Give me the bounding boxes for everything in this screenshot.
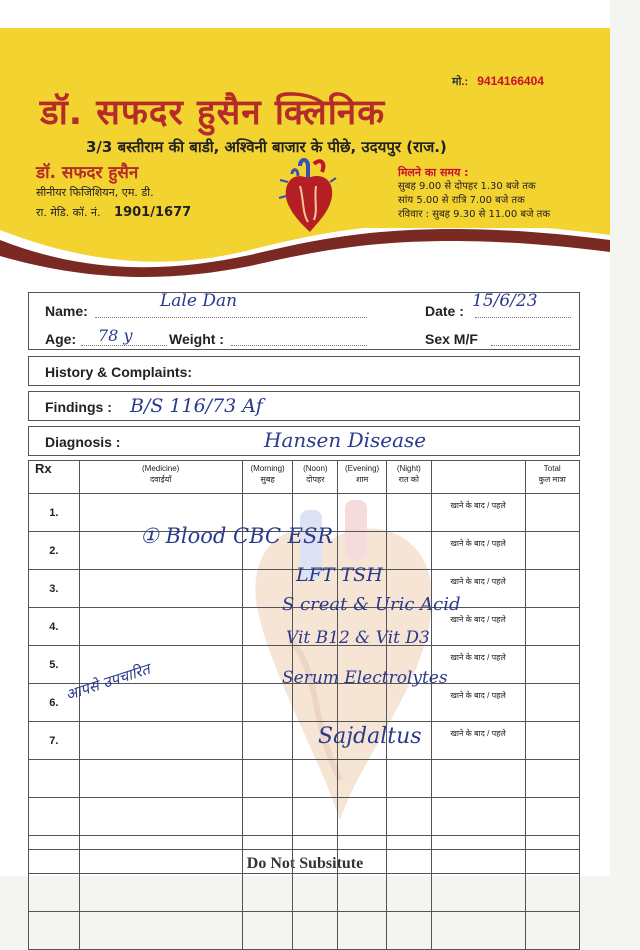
top-margin	[0, 0, 610, 28]
col-morning-hi: सुबह	[260, 475, 275, 484]
registration-number: 1901/1677	[114, 205, 192, 220]
col-meal	[431, 461, 525, 494]
col-night-hi: रात को	[398, 475, 419, 484]
weight-label: Weight :	[169, 331, 224, 347]
date-line	[475, 317, 571, 318]
row-total	[525, 684, 580, 722]
row-cell	[338, 836, 387, 874]
registration-label: रा. मेडि. कॉ. नं.	[36, 206, 101, 219]
col-evening	[338, 461, 387, 494]
row-meal-timing	[431, 836, 525, 874]
row-meal-timing: खाने के बाद / पहले	[431, 532, 525, 570]
row-total	[525, 912, 580, 950]
row-cell	[293, 684, 338, 722]
row-meal-timing: खाने के बाद / पहले	[431, 570, 525, 608]
row-meal-timing	[431, 760, 525, 798]
row-total	[525, 836, 580, 874]
findings-label: Findings :	[45, 399, 112, 415]
row-cell	[338, 684, 387, 722]
row-total	[525, 494, 580, 532]
row-cell	[293, 874, 338, 912]
row-cell	[338, 874, 387, 912]
row-cell	[79, 912, 242, 950]
row-meal-timing: खाने के बाद / पहले	[431, 646, 525, 684]
row-cell	[79, 836, 242, 874]
row-total	[525, 722, 580, 760]
row-cell	[386, 798, 431, 836]
heart-icon	[278, 156, 338, 234]
col-total-en: Total	[543, 464, 561, 473]
mobile-label: मो.:	[452, 76, 469, 88]
col-total-hi: कुल मात्रा	[538, 475, 566, 484]
row-meal-timing	[431, 798, 525, 836]
row-total	[525, 646, 580, 684]
table-row	[29, 722, 580, 760]
row-total	[525, 608, 580, 646]
timing-evening: सांय 5.00 से रात्रि 7.00 बजे तक	[398, 195, 525, 206]
row-number: 6.	[29, 684, 80, 722]
row-cell	[386, 494, 431, 532]
row-cell	[79, 722, 242, 760]
doctor-name: डॉ. सफदर हुसैन	[36, 163, 139, 183]
row-meal-timing: खाने के बाद / पहले	[431, 722, 525, 760]
doctor-designation: सीनीयर फिजिशियन, एम. डी.	[36, 186, 154, 199]
handwritten-date: 15/6/23	[472, 291, 538, 311]
findings-box	[28, 391, 580, 421]
handwritten-rx-3: S creat & Uric Acid	[282, 594, 461, 615]
col-morning-en: (Morning)	[250, 464, 285, 473]
row-cell	[338, 494, 387, 532]
row-meal-timing: खाने के बाद / पहले	[431, 494, 525, 532]
handwritten-hindi-note: आपसे उपचारित	[63, 659, 153, 705]
footer-text: Do Not Subsitute	[246, 855, 364, 872]
row-cell	[386, 532, 431, 570]
handwritten-diagnosis: Hansen Disease	[264, 428, 427, 452]
row-number: 5.	[29, 646, 80, 684]
row-cell	[386, 684, 431, 722]
handwritten-rx-2: LFT TSH	[296, 564, 383, 586]
row-meal-timing: खाने के बाद / पहले	[431, 684, 525, 722]
row-cell	[293, 798, 338, 836]
row-number: 1.	[29, 494, 80, 532]
timing-title: मिलने का समय :	[398, 166, 469, 179]
doctor-registration	[36, 205, 191, 220]
row-number	[29, 836, 80, 874]
row-cell	[79, 798, 242, 836]
sex-line	[491, 345, 571, 346]
row-cell	[293, 836, 338, 874]
row-cell	[386, 874, 431, 912]
history-box	[28, 356, 580, 386]
date-label: Date :	[425, 303, 464, 319]
col-night-en: (Night)	[396, 464, 421, 473]
row-cell	[242, 684, 293, 722]
sex-label: Sex M/F	[425, 331, 478, 347]
row-cell	[386, 836, 431, 874]
row-cell	[338, 798, 387, 836]
row-cell	[242, 874, 293, 912]
name-line	[95, 317, 367, 318]
age-line	[81, 345, 167, 346]
mobile-number	[452, 74, 544, 89]
name-label: Name:	[45, 303, 88, 319]
row-cell	[293, 912, 338, 950]
handwritten-findings: B/S 116/73 Af	[130, 395, 263, 417]
col-medicine-en: (Medicine)	[141, 464, 180, 473]
col-evening-en: (Evening)	[344, 464, 380, 473]
handwritten-name: Lale Dan	[160, 291, 238, 311]
row-number: 3.	[29, 570, 80, 608]
signature: Sajdaltus	[318, 724, 422, 749]
row-cell	[79, 570, 242, 608]
row-number	[29, 874, 80, 912]
handwritten-rx-5: Serum Electrolytes	[282, 668, 448, 688]
col-rx: Rx	[29, 461, 80, 494]
diagnosis-label: Diagnosis :	[45, 434, 121, 450]
row-cell	[242, 760, 293, 798]
row-cell	[338, 912, 387, 950]
row-number: 4.	[29, 608, 80, 646]
col-noon	[293, 461, 338, 494]
table-row	[29, 836, 580, 874]
row-number	[29, 912, 80, 950]
age-label: Age:	[45, 331, 77, 347]
row-meal-timing: खाने के बाद / पहले	[431, 608, 525, 646]
row-number	[29, 760, 80, 798]
row-meal-timing	[431, 912, 525, 950]
row-meal-timing	[431, 874, 525, 912]
table-row	[29, 874, 580, 912]
timing-sunday: रविवार : सुबह 9.30 से 11.00 बजे तक	[398, 209, 551, 220]
row-cell	[79, 760, 242, 798]
row-cell	[242, 722, 293, 760]
col-noon-hi: दोपहर	[306, 475, 325, 484]
row-cell	[79, 874, 242, 912]
history-label: History & Complaints:	[45, 364, 193, 380]
row-number	[29, 798, 80, 836]
clinic-name: डॉ. सफदर हुसैन क्लिनिक	[40, 93, 386, 133]
row-cell	[242, 836, 293, 874]
col-noon-en: (Noon)	[303, 464, 328, 473]
row-number: 2.	[29, 532, 80, 570]
handwritten-rx-1: ① Blood CBC ESR	[140, 524, 334, 548]
col-morning	[242, 461, 293, 494]
row-total	[525, 570, 580, 608]
row-cell	[79, 608, 242, 646]
weight-line	[231, 345, 367, 346]
col-total	[525, 461, 580, 494]
handwritten-rx-4: Vit B12 & Vit D3	[286, 628, 430, 648]
prescription-rows	[29, 494, 580, 950]
handwritten-age: 78 y	[98, 326, 133, 345]
table-row	[29, 912, 580, 950]
row-cell	[338, 760, 387, 798]
row-cell	[386, 912, 431, 950]
col-night	[386, 461, 431, 494]
row-total	[525, 874, 580, 912]
timing-morning: सुबह 9.00 से दोपहर 1.30 बजे तक	[398, 181, 536, 192]
clinic-timings	[398, 166, 550, 222]
row-total	[525, 798, 580, 836]
row-total	[525, 760, 580, 798]
col-evening-hi: शाम	[355, 475, 369, 484]
row-cell	[242, 912, 293, 950]
table-row	[29, 760, 580, 798]
row-number: 7.	[29, 722, 80, 760]
table-row	[29, 798, 580, 836]
row-cell	[242, 798, 293, 836]
row-cell	[293, 760, 338, 798]
clinic-address: 3/3 बस्तीराम की बाडी, अश्विनी बाजार के पीछे, उदयपुर (राज.)	[86, 138, 447, 156]
row-total	[525, 532, 580, 570]
col-medicine-hi: दवाईयाँ	[149, 475, 172, 484]
col-medicine	[79, 461, 242, 494]
mobile-value: 9414166404	[477, 74, 544, 88]
row-cell	[386, 760, 431, 798]
